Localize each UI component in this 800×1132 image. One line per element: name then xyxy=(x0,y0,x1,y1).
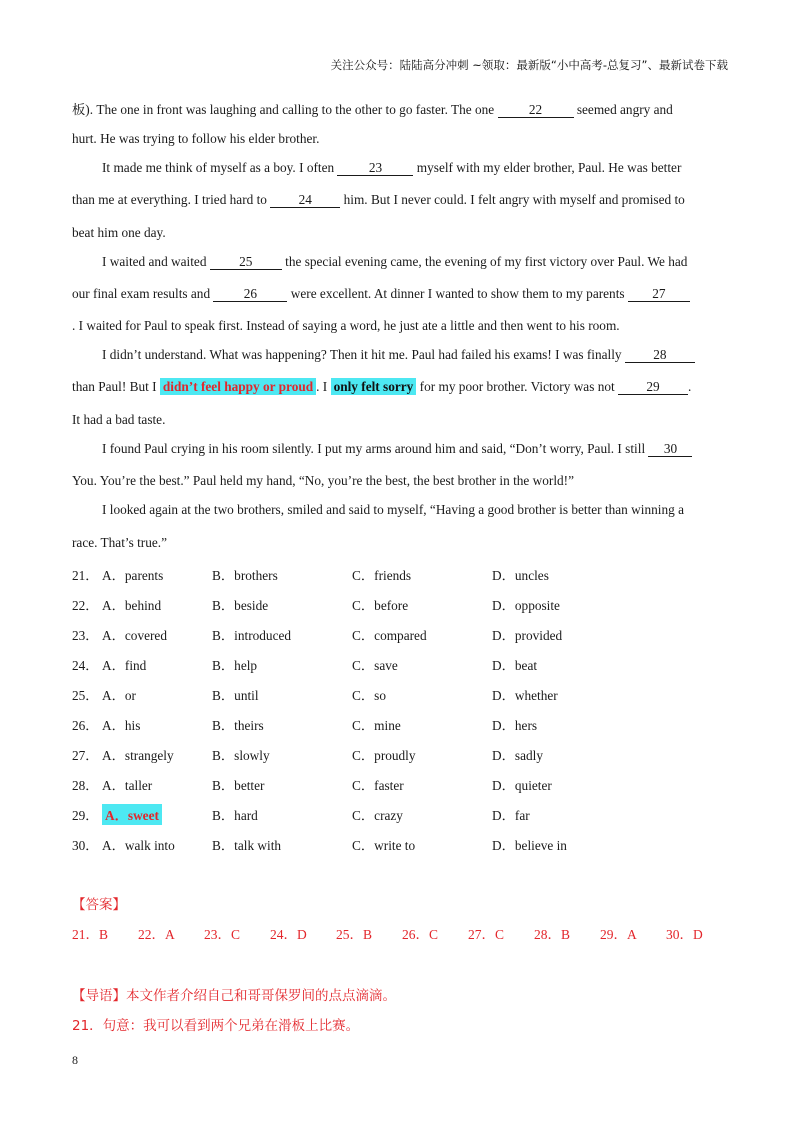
blank-28: 28 xyxy=(625,348,695,363)
passage-line-9: I didn’t understand. What was happening? Then it hit me. Paul had failed his exams! I was finally 28 xyxy=(102,347,695,363)
passage-line-3: It made me think of myself as a boy. I often 23 myself with my elder brother, Paul. He was better xyxy=(102,160,682,175)
passage-line-8: . I waited for Paul to speak first. Instead of saying a word, he just ate a little and then went to his room. xyxy=(72,318,620,333)
blank-27: 27 xyxy=(628,287,690,302)
passage-line-10: than Paul! But I didn’t feel happy or proud . I only felt sorry for my poor brother. Victory was not 29 . xyxy=(72,379,692,394)
answer-21: 21．B xyxy=(72,927,109,942)
blank-30: 30 xyxy=(648,442,692,457)
passage-line-12: I found Paul crying in his room silently. I put my arms around him and said, “Don’t worry, Paul. I still 30 xyxy=(102,441,692,457)
blank-26: 26 xyxy=(213,287,287,302)
guide-text: 【导语】本文作者介绍自己和哥哥保罗间的点点滴滴。 xyxy=(72,988,396,1004)
blank-22: 22 xyxy=(498,103,574,118)
answer-30: 30．D xyxy=(666,927,703,942)
answer-27: 27．C xyxy=(468,927,505,942)
passage-line-13: You. You’re the best.” Paul held my hand, “No, you’re the best, the best brother in the world!” xyxy=(72,473,574,488)
answer-24: 24．D xyxy=(270,927,307,942)
blank-24: 24 xyxy=(270,193,340,208)
passage-line-1: 板). The one in front was laughing and calling to the other to go faster. The one 22 seemed angry and xyxy=(72,102,673,117)
blank-25: 25 xyxy=(210,255,282,270)
answer-label: 【答案】 xyxy=(72,897,126,913)
highlight-only-felt-sorry: only felt sorry xyxy=(331,378,417,395)
blank-29: 29 xyxy=(618,380,688,395)
blank-23: 23 xyxy=(337,161,413,176)
page-header: 关注公众号：陆陆高分冲刺 ~领取：最新版“小中高考-总复习”、最新试卷下载 xyxy=(330,58,728,72)
passage-line-5: beat him one day. xyxy=(72,225,166,240)
page-number: 8 xyxy=(72,1053,78,1067)
answer-28: 28．B xyxy=(534,927,571,942)
answer-29: 29．A xyxy=(600,927,637,942)
q21-explanation: 21．句意：我可以看到两个兄弟在滑板上比赛。 xyxy=(72,1018,360,1034)
passage-line-6: I waited and waited 25 the special evening came, the evening of my first victory over Paul. We had xyxy=(102,254,688,269)
highlight-answer-29: A．sweet xyxy=(102,804,162,825)
answer-26: 26．C xyxy=(402,927,439,942)
passage-line-4: than me at everything. I tried hard to 24 him. But I never could. I felt angry with myself and promised to xyxy=(72,192,685,207)
answer-25: 25．B xyxy=(336,927,373,942)
highlight-didnt-feel-happy: didn’t feel happy or proud xyxy=(160,378,316,395)
answer-22: 22．A xyxy=(138,927,175,942)
passage-line-15: race. That’s true.” xyxy=(72,535,167,550)
passage-line-2: hurt. He was trying to follow his elder brother. xyxy=(72,131,320,146)
passage-line-11: It had a bad taste. xyxy=(72,412,166,427)
passage-line-7: our final exam results and 26 were excellent. At dinner I wanted to show them to my parents 27 xyxy=(72,286,690,302)
passage-line-14: I looked again at the two brothers, smiled and said to myself, “Having a good brother is better than winning a xyxy=(102,502,684,517)
answer-23: 23．C xyxy=(204,927,241,942)
